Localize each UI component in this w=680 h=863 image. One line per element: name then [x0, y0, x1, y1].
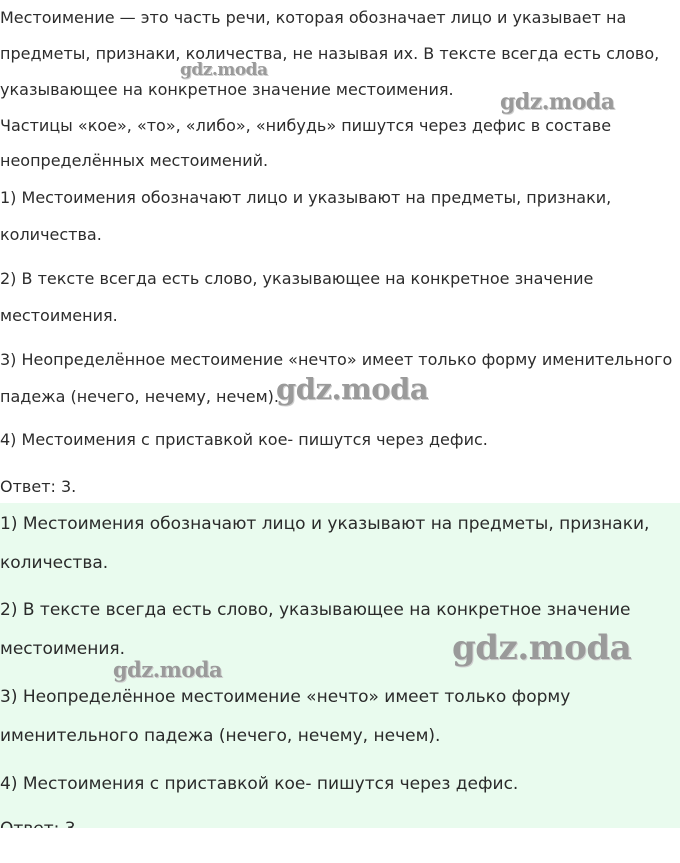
option-line: местоимения. — [0, 306, 118, 325]
highlight-line: 3) Неопределённое местоимение «нечто» имеет только форму — [0, 687, 571, 707]
intro-line: Местоимение — это часть речи, которая обозначает лицо и указывает на — [0, 8, 627, 27]
watermark: gdz.moda — [113, 657, 223, 682]
intro-line: указывающее на конкретное значение местоимения. — [0, 80, 454, 99]
highlight-line: 1) Местоимения обозначают лицо и указывают на предметы, признаки, — [0, 514, 650, 534]
page-bottom — [0, 828, 680, 863]
intro-line: неопределённых местоимений. — [0, 151, 269, 170]
intro-line: предметы, признаки, количества, не называя их. В тексте всегда есть слово, — [0, 44, 660, 63]
option-line: количества. — [0, 225, 102, 244]
watermark: gdz.moda — [500, 89, 615, 115]
highlight-line: именительного падежа (нечего, нечему, нечем). — [0, 726, 441, 746]
highlight-line: количества. — [0, 553, 109, 573]
option-line: 3) Неопределённое местоимение «нечто» имеет только форму именительного — [0, 350, 673, 369]
watermark: gdz.moda — [180, 60, 268, 80]
watermark: gdz.moda — [452, 628, 632, 668]
watermark: gdz.moda — [276, 372, 429, 406]
highlight-line: 2) В тексте всегда есть слово, указывающее на конкретное значение — [0, 600, 631, 620]
highlight-line: 4) Местоимения с приставкой кое- пишутся через дефис. — [0, 774, 519, 794]
option-line: 1) Местоимения обозначают лицо и указывают на предметы, признаки, — [0, 188, 612, 207]
highlight-line: местоимения. — [0, 639, 126, 659]
answer-line-cut — [0, 818, 81, 828]
option-line: падежа (нечего, нечему, нечем). — [0, 387, 279, 406]
option-line: 2) В тексте всегда есть слово, указывающее на конкретное значение — [0, 269, 594, 288]
intro-line: Частицы «кое», «то», «либо», «нибудь» пишутся через дефис в составе — [0, 116, 612, 135]
answer-line: Ответ: 3. — [0, 477, 77, 496]
option-line: 4) Местоимения с приставкой кое- пишутся через дефис. — [0, 430, 488, 449]
